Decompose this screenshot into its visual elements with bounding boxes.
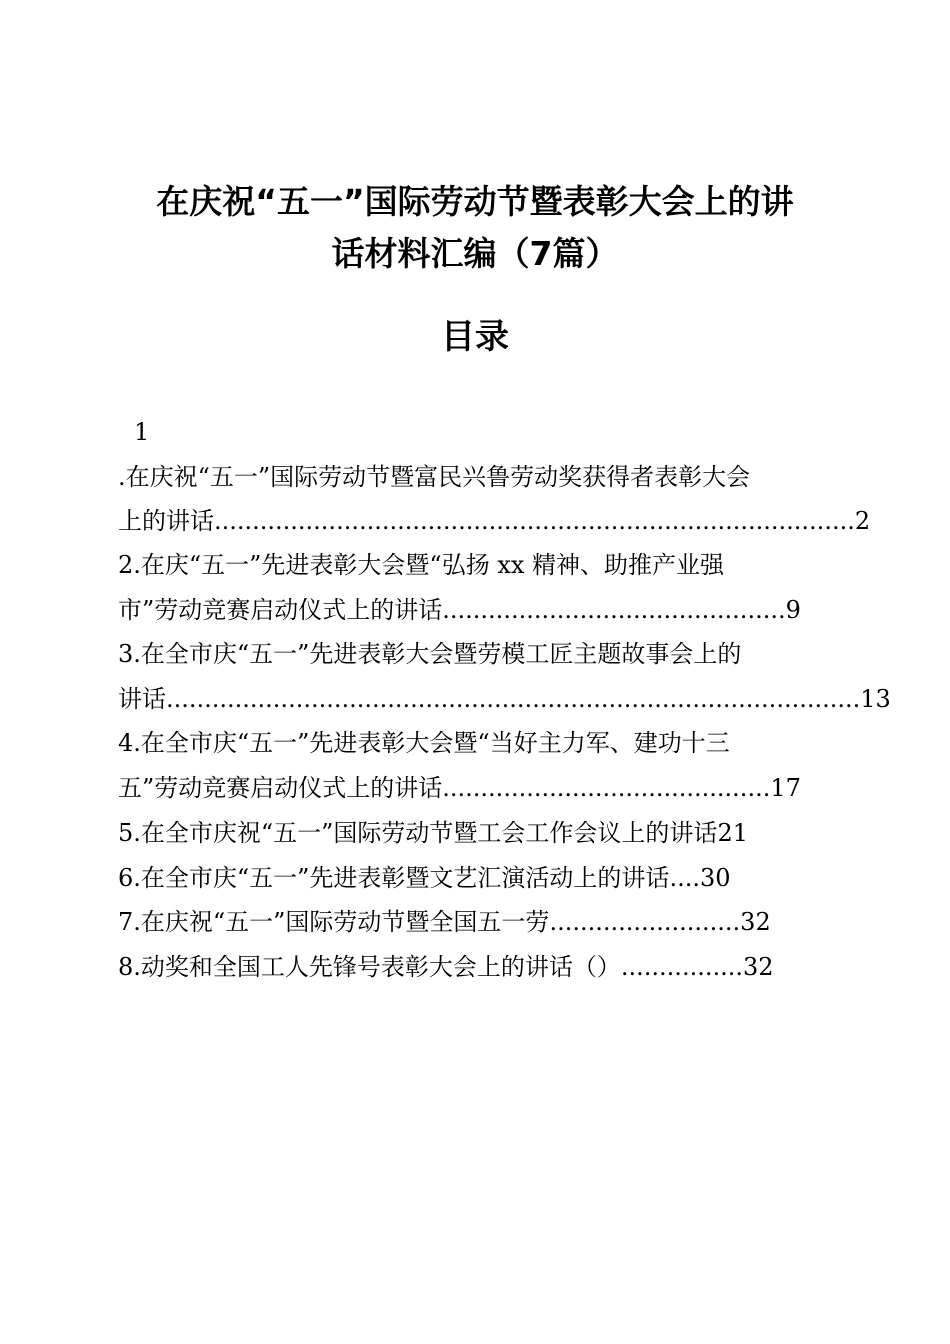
toc-leader-dots: ........................................... [442, 774, 771, 802]
toc-entry-5[interactable] [118, 811, 748, 855]
toc-page-number: 32 [742, 953, 774, 981]
toc-entry-text: 市”劳动竞赛启动仪式上的讲话 [118, 596, 443, 624]
toc-entry-3-line-1[interactable] [118, 632, 741, 676]
toc-entry-text: 6.在全市庆“五一”先进表彰暨文艺汇演活动上的讲话 [118, 864, 670, 892]
toc-leader-dots: ............................................. [442, 596, 786, 624]
toc-entry-text: 4.在全市庆“五一”先进表彰大会暨“当好主力军、建功十三 [118, 729, 730, 757]
toc-leader-dots: .... [669, 864, 700, 892]
toc-page-number: 13 [860, 685, 891, 713]
toc-heading: 目录 [441, 317, 509, 357]
toc-entry-text: 7.在庆祝“五一”国际劳动节暨全国五一劳 [118, 908, 550, 936]
toc-entry-text: 五”劳动竞赛启动仪式上的讲话 [118, 774, 443, 802]
title-line-2: 话材料汇编（7篇） [331, 234, 619, 273]
toc-entry-8[interactable] [118, 945, 774, 989]
toc-entry-1-line-1[interactable] [118, 455, 750, 499]
toc-entry-4-line-1[interactable] [118, 721, 730, 765]
toc-page-number: 30 [699, 864, 731, 892]
toc-leader-dots: ........................................................................................... [166, 685, 861, 713]
toc-leader-dots: ................ [620, 953, 743, 981]
toc-page-number: 32 [740, 908, 771, 936]
toc-entry-4-line-2[interactable] [118, 766, 801, 810]
document-title [100, 176, 850, 280]
toc-leader-dots: .................................................................................... [214, 507, 855, 535]
toc-entry-2-line-2[interactable] [118, 588, 801, 632]
toc-entry-text: 2.在庆“五一”先进表彰大会暨“弘扬 xx 精神、助推产业强 [118, 551, 725, 579]
title-line-1: 在庆祝“五一”国际劳动节暨表彰大会上的讲 [156, 182, 794, 221]
toc-entry-6[interactable] [118, 856, 731, 900]
toc-entry-2-line-1[interactable] [118, 543, 724, 587]
toc-entry-text: 5.在全市庆祝“五一”国际劳动节暨工会工作会议上的讲话 [118, 819, 718, 847]
toc-entry-7[interactable] [118, 900, 771, 944]
toc-page-number: 21 [717, 819, 748, 847]
toc-entry-text: .在庆祝“五一”国际劳动节暨富民兴鲁劳动奖获得者表彰大会 [118, 463, 751, 491]
toc-entry-text: 8.动奖和全国工人先锋号表彰大会上的讲话（） [118, 953, 621, 981]
toc-page-number: 2 [854, 507, 871, 535]
toc-entry-3-line-2[interactable] [118, 677, 891, 721]
toc-entry-1-line-2[interactable] [118, 499, 870, 543]
toc-entry-text: 上的讲话 [118, 507, 214, 535]
toc-entry-text: 3.在全市庆“五一”先进表彰大会暨劳模工匠主题故事会上的 [118, 640, 742, 668]
toc-leader-dots: ......................... [549, 908, 741, 936]
toc-entry-text: 讲话 [118, 685, 166, 713]
toc-page-number: 17 [770, 774, 801, 802]
toc-stray-number: 1 [134, 418, 150, 446]
toc-page-number: 9 [785, 596, 801, 624]
